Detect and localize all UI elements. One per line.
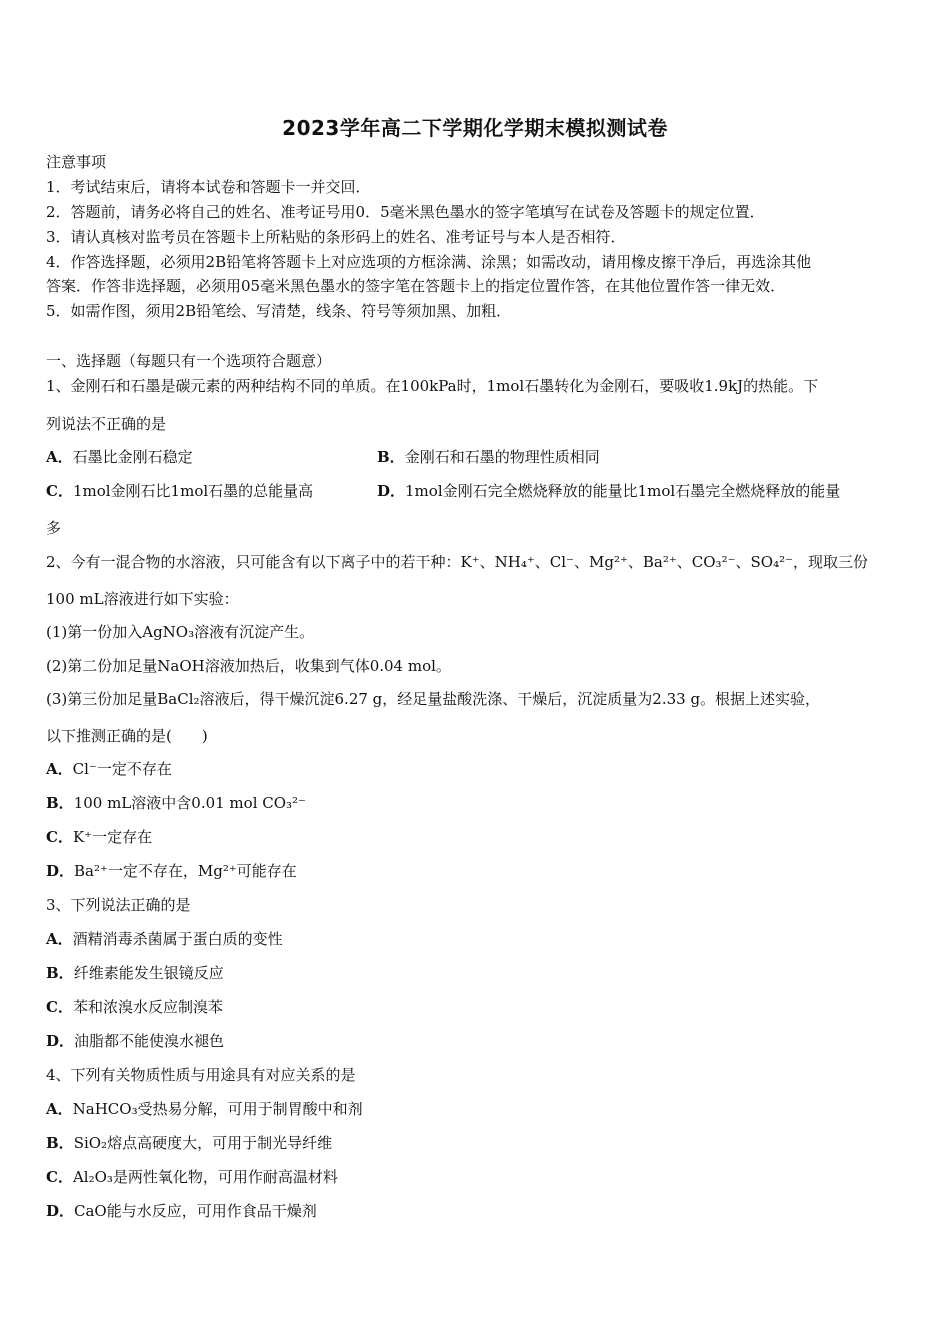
option-label: B． [46,964,74,982]
option-text: NaHCO₃受热易分解，可用于制胃酸中和剂 [72,1100,363,1118]
option-text: 油脂都不能使溴水褪色 [74,1032,225,1050]
option-text: 石墨比金刚石稳定 [72,448,193,466]
q1-stem: 1、金刚石和石墨是碳元素的两种结构不同的单质。在100kPa时，1mol石墨转化为金刚石，要吸收1.9kJ的热能。下 [46,377,819,395]
option-text: 苯和浓溴水反应制溴苯 [72,998,223,1016]
option-label: B． [46,794,74,812]
q3-option-a [46,929,906,949]
q2-option-a [46,759,906,779]
option-label: C． [46,1168,73,1186]
option-text: 纤维素能发生银镜反应 [73,964,224,982]
q2-stem [46,552,906,572]
q2-experiment-2: (2)第二份加足量NaOH溶液加热后，收集到气体0.04 mol。 [46,657,451,675]
q2-stem-prefix: 2、今有一混合物的水溶液，只可能含有以下离子中的若干种： [46,553,461,571]
q2-experiment-1: (1)第一份加入AgNO₃溶液有沉淀产生。 [46,623,315,641]
q2-option-c [46,827,906,847]
q2-option-b [46,793,906,813]
notice-item: 3．请认真核对监考员在答题卡上所粘贴的条形码上的姓名、准考证号与本人是否相符． [46,228,626,246]
option-text: 金刚石和石墨的物理性质相同 [404,448,600,466]
notice-item: 1．考试结束后，请将本试卷和答题卡一并交回． [46,178,371,196]
q2-experiment-3-cont: 以下推测正确的是( ) [46,727,208,745]
q3-option-c [46,997,906,1017]
option-label: B． [377,448,405,466]
option-text: SiO₂熔点高硬度大，可用于制光导纤维 [73,1134,333,1152]
q3-option-b [46,963,906,983]
option-text: CaO能与水反应，可用作食品干燥剂 [74,1202,317,1220]
option-label: A． [46,448,73,466]
option-label: D． [46,862,75,880]
q2-stem-suffix: ，现取三份 [793,553,869,571]
notice-item: 5．如需作图，须用2B铅笔绘、写清楚，线条、符号等须加黑、加粗． [46,302,512,320]
q2-option-d [46,861,906,881]
q4-option-c [46,1167,906,1187]
page-title: 2023学年高二下学期化学期末模拟测试卷 [282,116,668,140]
q4-option-d [46,1201,906,1221]
q4-option-a [46,1099,906,1119]
option-label: D． [46,1202,75,1220]
option-text: K⁺一定存在 [72,828,153,846]
option-label: C． [46,482,73,500]
q3-option-d [46,1031,906,1051]
option-label: A． [46,1100,73,1118]
notice-item: 2．答题前，请务必将自己的姓名、准考证号用0．5毫米黑色墨水的签字笔填写在试卷及答题卡的规定位置． [46,203,765,221]
option-label: B． [46,1134,74,1152]
option-text: 酒精消毒杀菌属于蛋白质的变性 [72,930,283,948]
notice-item: 4．作答选择题，必须用2B铅笔将答题卡上对应选项的方框涂满、涂黑；如需改动，请用橡皮擦干净后，再选涂其他 [46,253,812,271]
notice-heading: 注意事项 [46,153,107,171]
option-text: Al₂O₃是两性氧化物，可用作耐高温材料 [72,1168,338,1186]
q1-option-d-cont: 多 [46,519,62,537]
option-text: 1mol金刚石比1mol石墨的总能量高 [72,482,314,500]
option-label: D． [377,482,406,500]
q4-stem: 4、下列有关物质性质与用途具有对应关系的是 [46,1066,356,1084]
option-text: 1mol金刚石完全燃烧释放的能量比1mol石墨完全燃烧释放的能量 [405,482,841,500]
notice-item: 答案．作答非选择题，必须用05毫米黑色墨水的签字笔在答题卡上的指定位置作答，在其他位置作答一律无效． [46,277,786,295]
q1-option-d [377,481,840,501]
q1-stem-cont: 列说法不正确的是 [46,415,167,433]
option-label: C． [46,828,73,846]
q2-experiment-3: (3)第三份加足量BaCl₂溶液后，得干燥沉淀6.27 g，经足量盐酸洗涤、干燥后，沉淀质量为2.33 g。根据上述实验， [46,690,821,708]
q2-ions: K⁺、NH₄⁺、Cl⁻、Mg²⁺、Ba²⁺、CO₃²⁻、SO₄²⁻ [460,553,794,571]
q2-stem-cont: 100 mL溶液进行如下实验： [46,590,239,608]
option-label: D． [46,1032,75,1050]
option-text: Cl⁻一定不存在 [72,760,172,778]
option-label: A． [46,930,73,948]
option-text: Ba²⁺一定不存在，Mg²⁺可能存在 [74,862,297,880]
q1-option-b [377,447,600,467]
option-label: C． [46,998,73,1016]
q4-option-b [46,1133,906,1153]
q3-stem: 3、下列说法正确的是 [46,896,191,914]
section-heading: 一、选择题（每题只有一个选项符合题意） [46,352,332,370]
option-label: A． [46,760,73,778]
option-text: 100 mL溶液中含0.01 mol CO₃²⁻ [73,794,306,812]
